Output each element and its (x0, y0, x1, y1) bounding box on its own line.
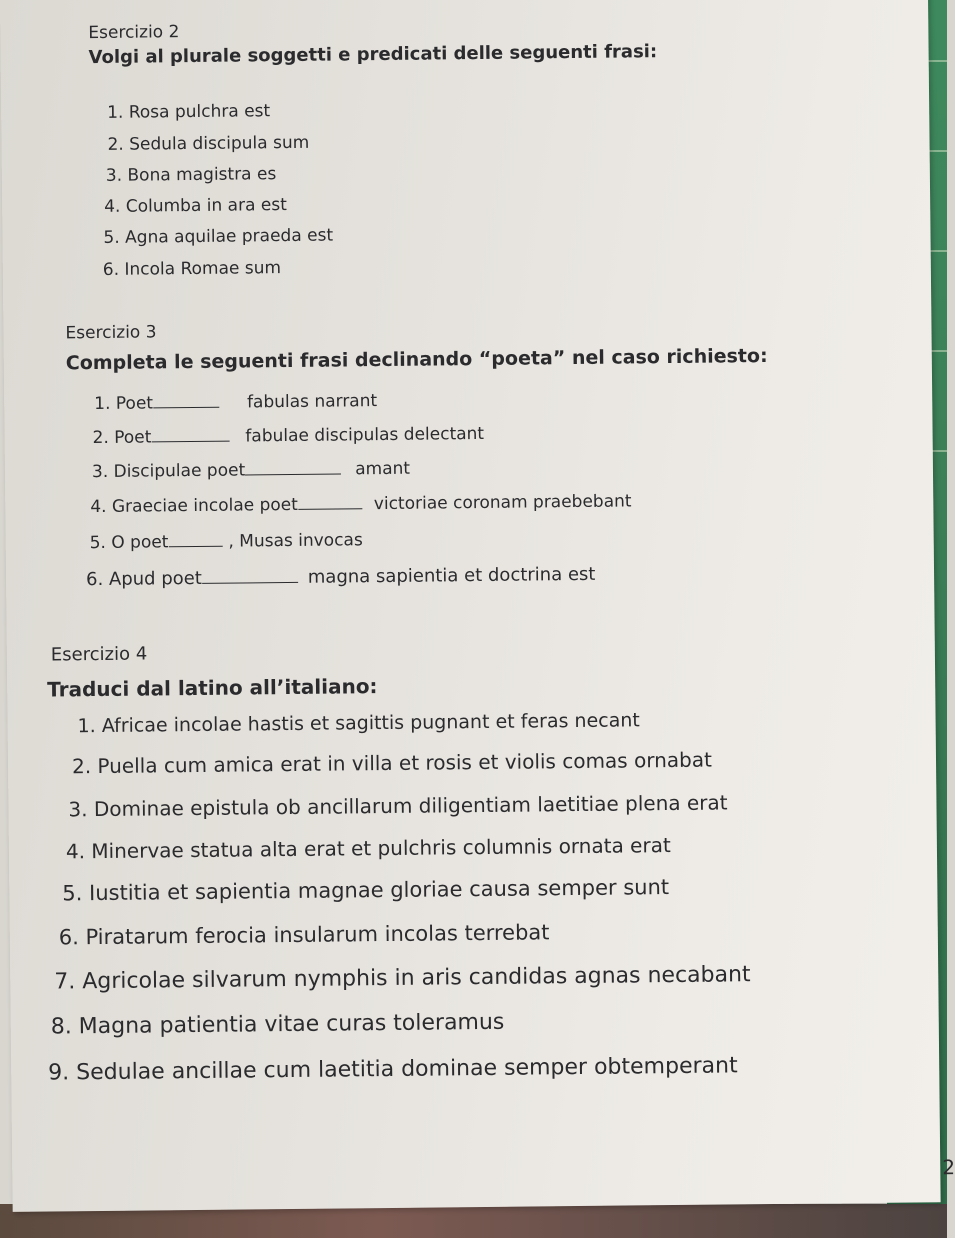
exercise3-item (86, 561, 596, 590)
exercise3-item-end: magna sapientia et doctrina est (307, 563, 596, 588)
exercise2-title: Esercizio 2 (88, 22, 180, 44)
exercise4-item: 1. Africae incolae hastis et sagittis pugnant et feras necant (77, 709, 640, 738)
exercise4-item: 2. Puella cum amica erat in villa et rosis et violis comas ornabat (71, 747, 712, 779)
exercise4-item: 9. Sedulae ancillae cum laetitia dominae semper obtemperant (48, 1053, 738, 1086)
exercise3-item-end: fabulae discipulas delectant (245, 423, 485, 447)
exercise4-item: 3. Dominae epistula ob ancillarum diligentiam laetitiae plena erat (68, 790, 728, 822)
exercise2-item: 6. Incola Romae sum (102, 258, 282, 280)
exercise3-item-start: 5. O poet (89, 532, 169, 554)
fill-in-blank[interactable] (151, 424, 229, 443)
exercise2-item: 1. Rosa pulchra est (107, 101, 271, 123)
exercise2-item: 2. Sedula discipula sum (107, 132, 310, 155)
fill-in-blank[interactable] (298, 491, 362, 510)
exercise4-instruction: Traduci dal latino all’italiano: (47, 674, 378, 702)
exercise3-item (92, 456, 410, 482)
exercise4-item: 4. Minervae statua alta erat et pulchris columnis ornata erat (65, 833, 671, 864)
exercise3-item (94, 388, 377, 414)
exercise3-item (90, 527, 363, 553)
exercise3-item-start: 6. Apud poet (85, 567, 202, 591)
exercise3-item (90, 488, 631, 517)
exercise4-item: 6. Piratarum ferocia insularum incolas terrebat (58, 920, 550, 950)
exercise3-item (92, 421, 484, 448)
page-number: 2 (942, 1155, 955, 1180)
fill-in-blank[interactable] (153, 390, 219, 409)
exercise3-item-start: 3. Discipulae poet (91, 460, 246, 483)
exercise3-title: Esercizio 3 (65, 322, 157, 344)
exercise3-item-start: 2. Poet (92, 427, 152, 449)
exercise3-instruction: Completa le seguenti frasi declinando “poeta” nel caso richiesto: (65, 344, 768, 375)
exercise2-item: 5. Agna aquilae praeda est (103, 225, 334, 248)
exercise3-item-end: , Musas invocas (228, 530, 363, 552)
fill-in-blank[interactable] (168, 529, 222, 548)
fill-in-blank[interactable] (245, 456, 341, 475)
exercise3-item-start: 4. Graeciae incolae poet (90, 494, 298, 518)
exercise4-item: 7. Agricolae silvarum nymphis in aris candidas agnas necabant (54, 962, 751, 995)
exercise4-title: Esercizio 4 (50, 643, 148, 666)
exercise3-item-start: 1. Poet (94, 393, 154, 415)
fill-in-blank[interactable] (202, 564, 298, 584)
exercise2-instruction: Volgi al plurale soggetti e predicati delle seguenti frasi: (88, 41, 658, 69)
exercise4-item: 8. Magna patientia vitae curas toleramus (50, 1009, 505, 1040)
exercise3-item-end: fabulas narrant (246, 391, 378, 413)
exercise4-item: 5. Iustitia et sapientia magnae gloriae causa semper sunt (62, 875, 670, 906)
exercise3-item-end: victoriae coronam praebebant (373, 491, 632, 515)
exercise2-item: 3. Bona magistra es (105, 164, 277, 186)
exercise2-item: 4. Columba in ara est (104, 195, 287, 217)
exercise3-item-end: amant (355, 458, 411, 480)
